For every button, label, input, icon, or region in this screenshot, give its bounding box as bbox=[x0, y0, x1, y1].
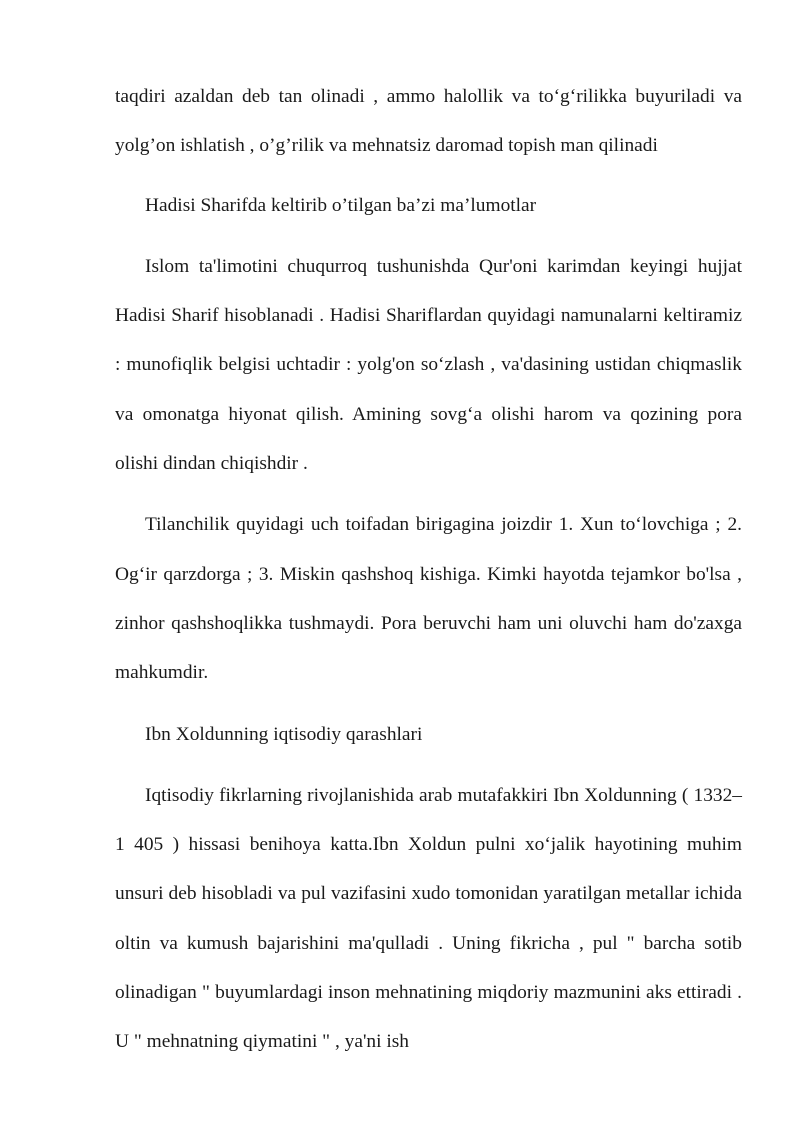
section-heading-ibn-xoldun: Ibn Xoldunning iqtisodiy qarashlari bbox=[145, 723, 423, 745]
section-heading-hadis: Hadisi Sharifda keltirib o’tilgan ba’zi ma’lumotlar bbox=[145, 194, 537, 216]
paragraph-hadis-intro: Islom ta'limotini chuqurroq tushunishda Qur'oni karimdan keyingi hujjat Hadisi Sharif hisoblanadi . Hadisi Shariflardan quyidagi namunalarni keltiramiz : munofiqlik belgisi uchtadir : yolg'on so‘zlash , va'dasining ustidan chiqmaslik va omonatga hiyonat qilish. Amining sovg‘a olishi harom va qozining pora olishi dindan chiqishdir . bbox=[115, 255, 742, 475]
paragraph-ibn-xoldun: Iqtisodiy fikrlarning rivojlanishida arab mutafakkiri Ibn Xoldunning ( 1332–1 405 ) hissasi benihoya katta.Ibn Xoldun pulni xo‘jalik hayotining muhim unsuri deb hisobladi va pul vazifasini xudo tomonidan yaratilgan metallar ichida oltin va kumush bajarishini ma'qulladi . Uning fikricha , pul " barcha sotib olinadigan " buyumlardagi inson mehnatining miqdoriy mazmunini aks ettiradi . U " mehnatning qiymatini " , ya'ni ish bbox=[115, 784, 742, 1053]
paragraph-tilanchilik: Tilanchilik quyidagi uch toifadan birigagina joizdir 1. Xun to‘lovchiga ; 2. Og‘ir qarzdorga ; 3. Miskin qashshoq kishiga. Kimki hayotda tejamkor bo'lsa , zinhor qashshoqlikka tushmaydi. Pora beruvchi ham uni oluvchi ham do'zaxga mahkumdir. bbox=[115, 514, 742, 684]
paragraph-continuation: taqdiri azaldan deb tan olinadi , ammo halollik va to‘g‘rilikka buyuriladi va yolg’on ishlatish , o’g’rilik va mehnatsiz daromad topish man qilinadi bbox=[115, 86, 742, 157]
